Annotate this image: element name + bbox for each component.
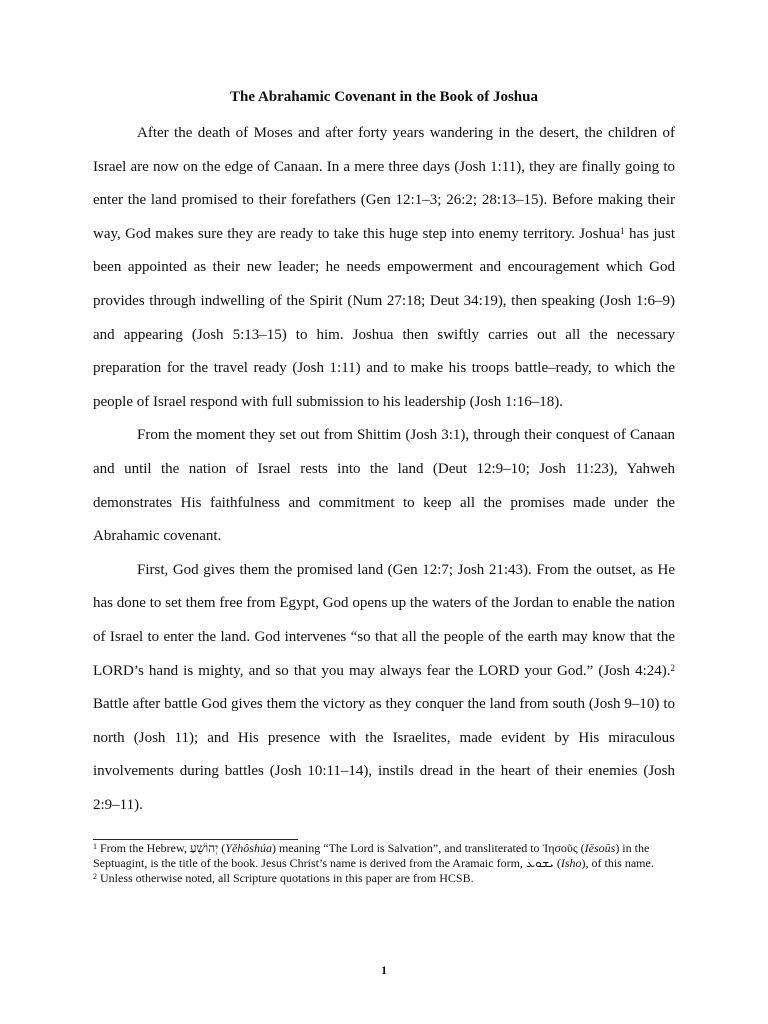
hebrew-name: יְהוֹשֻׁעַ (189, 841, 219, 855)
footnote-1-part2: ( (218, 841, 226, 855)
greek-transliteration: Iēsoūs (584, 841, 616, 855)
body-text (93, 117, 675, 822)
paragraph-3-text-a: First, God gives them the promised land (Gen 12:7; Josh 21:43). From the outset, as He has done to set them free from Egypt, God opens up the waters of the Jordan to enable the nation of Israel to enter the land. God intervenes “so that all the people of the earth may know that the LORD’s hand is mighty, and so that you may always fear the LORD your God.” (Josh 4:24). (93, 561, 675, 679)
footnote-ref-2: 2 (670, 662, 675, 673)
aramaic-transliteration: Isho (560, 856, 582, 870)
page-number: 1 (381, 963, 387, 977)
footnote-2 (93, 871, 675, 886)
paragraph-3-text-b: Battle after battle God gives them the victory as they conquer the land from south (Josh 9–10) to north (Josh 11); and His presence with the Israelites, made evident by His miraculous involvements during battles (Josh 10:11–14), instils dread in the heart of their enemies (Josh 2:9–11). (93, 696, 675, 813)
hebrew-transliteration: Yĕhôshúa (225, 841, 272, 855)
paragraph-1-text-a: After the death of Moses and after forty years wandering in the desert, the children of Israel are now on the edge of Canaan. In a mere three days (Josh 1:11), they are finally going to enter the land promised to their forefathers (Gen 12:1–3; 26:2; 28:13–15). Before making their way, God makes sure they are ready to take this huge step into enemy territory. Joshua (93, 125, 675, 242)
footnote-1 (93, 841, 675, 871)
paragraph-1 (93, 117, 675, 419)
footnote-1-mark: 1 (93, 842, 97, 851)
footnote-1-part5: ) in the Septuagint, is the title of the book. Jesus Christ’s name is derived from the Aramaic form, (93, 841, 650, 870)
paragraph-3 (93, 554, 675, 823)
footnote-separator (93, 839, 298, 840)
footnote-1-part7: ), of this name. (581, 856, 654, 870)
footnote-2-text: Unless otherwise noted, all Scripture quotations in this paper are from HCSB. (97, 871, 474, 885)
aramaic-name: ܝܫܘܥ (525, 856, 554, 870)
footnote-1-part3: ) meaning “The Lord is Salvation”, and transliterated to (271, 841, 543, 855)
footnote-2-mark: 2 (93, 872, 97, 881)
greek-name: Ἰησοῦς (542, 841, 578, 855)
footnote-1-part4: ( (577, 841, 585, 855)
footnotes (93, 841, 675, 886)
footnote-ref-1: 1 (620, 225, 625, 236)
paragraph-1-text-b: has just been appointed as their new leader; he needs empowerment and encouragement which God provides through indwelling of the Spirit (Num 27:18; Deut 34:19), then speaking (Josh 1:6–9) and appearing (Josh 5:13–15) to him. Joshua then swiftly carries out all the necessary preparation for the travel ready (Josh 1:11) and to make his troops battle–ready, to which the people of Israel respond with full submission to his leadership (Josh 1:16–18). (93, 225, 676, 410)
paragraph-2: From the moment they set out from Shittim (Josh 3:1), through their conquest of Canaan and until the nation of Israel rests into the land (Deut 12:9–10; Josh 11:23), Yahweh demonstrates His faithfulness and commitment to keep all the promises made under the Abrahamic covenant. (93, 427, 675, 545)
document-title: The Abrahamic Covenant in the Book of Joshua (230, 89, 538, 105)
footnote-1-part1: From the Hebrew, (97, 841, 190, 855)
footnote-1-part6: ( (553, 856, 561, 870)
